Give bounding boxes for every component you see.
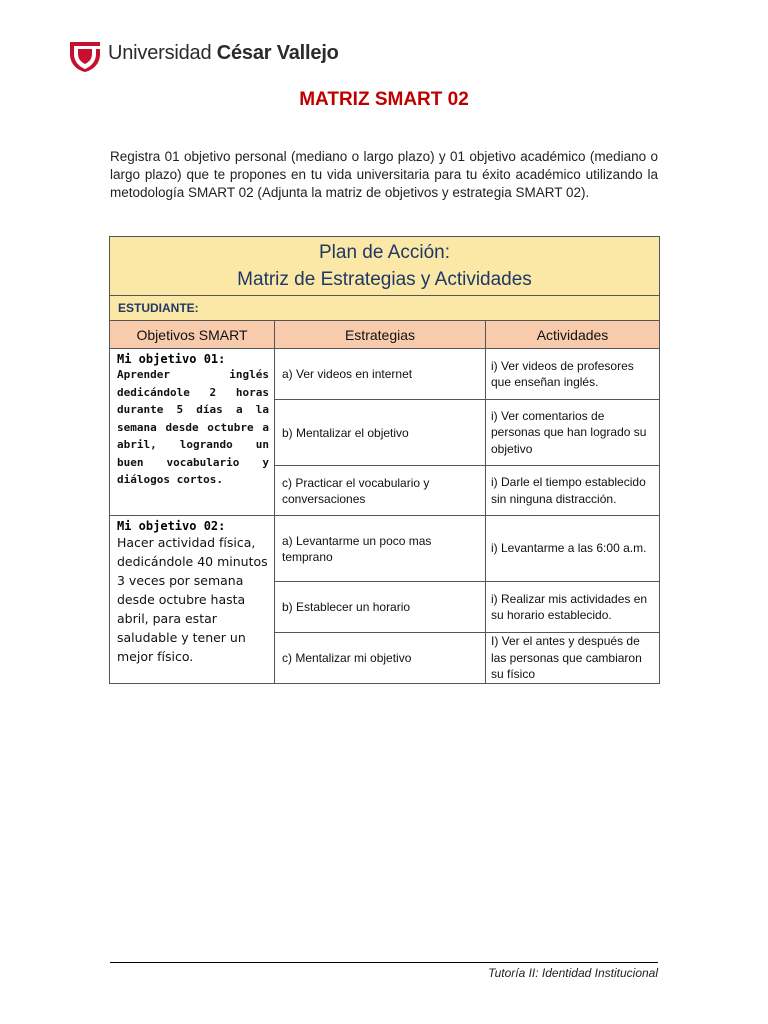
document-title: MATRIZ SMART 02 bbox=[299, 89, 469, 110]
footer-divider bbox=[110, 962, 658, 963]
activity-2b: i) Realizar mis actividades en su horario establecido. bbox=[486, 582, 660, 633]
column-header-strategies: Estrategias bbox=[275, 321, 486, 349]
objective-1-text: Aprender inglés dedicándole 2 horas durante 5 días a la semana desde octubre a abril, logrando un buen vocabulario y diálogos cortos. bbox=[117, 368, 269, 486]
objective-1-cell bbox=[110, 349, 275, 516]
activity-2c: I) Ver el antes y después de las personas que cambiaron su físico bbox=[486, 633, 660, 684]
table-title: Plan de Acción: Matriz de Estrategias y Actividades bbox=[110, 237, 660, 296]
strategy-1a: a) Ver videos en internet bbox=[275, 349, 486, 400]
objective-2-text: Hacer actividad física, dedicándole 40 minutos 3 veces por semana desde octubre hasta abril, para estar saludable y tener un mejor físico. bbox=[117, 535, 268, 664]
university-logo bbox=[68, 40, 368, 72]
strategy-1b: b) Mentalizar el objetivo bbox=[275, 400, 486, 466]
smart-matrix-table bbox=[109, 236, 660, 684]
activity-1b: i) Ver comentarios de personas que han logrado su objetivo bbox=[486, 400, 660, 466]
ucv-shield-icon bbox=[68, 40, 102, 72]
strategy-2c: c) Mentalizar mi objetivo bbox=[275, 633, 486, 684]
objective-2-cell bbox=[110, 516, 275, 684]
activity-2a: i) Levantarme a las 6:00 a.m. bbox=[486, 516, 660, 582]
strategy-1c: c) Practicar el vocabulario y conversaciones bbox=[275, 466, 486, 516]
strategy-2b: b) Establecer un horario bbox=[275, 582, 486, 633]
instructions-paragraph: Registra 01 objetivo personal (mediano o largo plazo) y 01 objetivo académico (mediano o largo plazo) que te propones en tu vida universitaria para tu éxito académico utilizando la metodología SMART 02 (Adjunta la matriz de objetivos y estrategia SMART 02). bbox=[110, 149, 658, 200]
student-label: ESTUDIANTE: bbox=[110, 296, 660, 321]
activity-1a: i) Ver videos de profesores que enseñan inglés. bbox=[486, 349, 660, 400]
objective-1-label: Mi objetivo 01: bbox=[117, 352, 226, 366]
university-name: Universidad César Vallejo bbox=[108, 42, 339, 64]
activity-1c: i) Darle el tiempo establecido sin ninguna distracción. bbox=[486, 466, 660, 516]
footer-course-name: Tutoría II: Identidad Institucional bbox=[488, 966, 658, 980]
strategy-2a: a) Levantarme un poco mas temprano bbox=[275, 516, 486, 582]
column-header-objectives: Objetivos SMART bbox=[110, 321, 275, 349]
column-header-activities: Actividades bbox=[486, 321, 660, 349]
objective-2-label: Mi objetivo 02: bbox=[117, 519, 226, 533]
